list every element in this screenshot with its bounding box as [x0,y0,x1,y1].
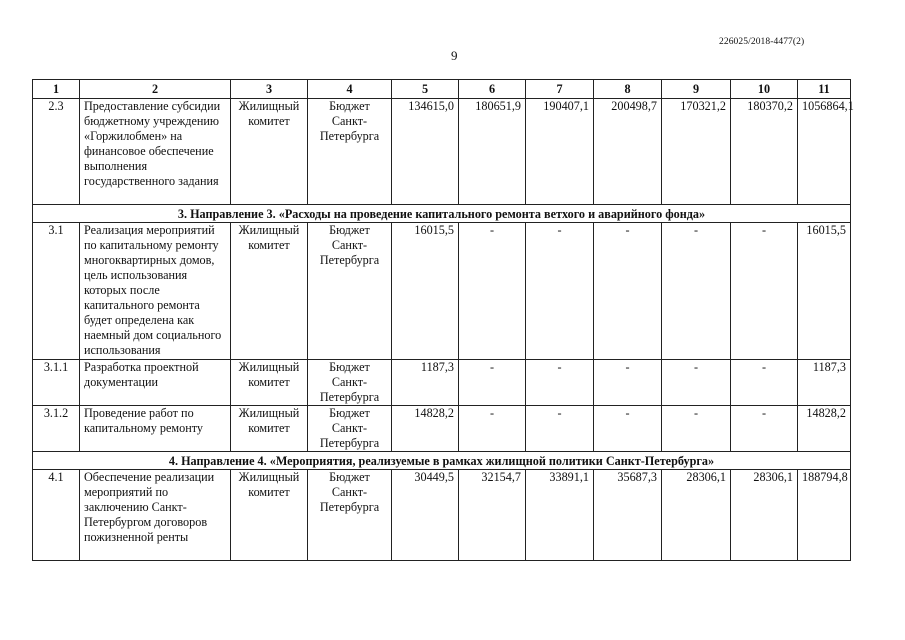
row-number: 3.1.2 [33,406,80,452]
value-cell: - [459,406,526,452]
row-number: 2.3 [33,99,80,205]
row-description: Обеспечение реализации мероприятий по заключению Санкт-Петербургом договоров пожизненной ренты [80,470,231,561]
value-cell: 33891,1 [526,470,594,561]
table-header-row [33,80,851,99]
value-cell: 1056864,1 [798,99,851,205]
column-header: 8 [594,80,662,99]
value-cell: - [731,223,798,360]
document-id: 226025/2018-4477(2) [719,37,805,47]
value-cell: 200498,7 [594,99,662,205]
column-header: 2 [80,80,231,99]
row-number: 3.1 [33,223,80,360]
column-header: 6 [459,80,526,99]
value-cell: 188794,8 [798,470,851,561]
column-header: 10 [731,80,798,99]
table-row [33,99,851,205]
row-source: Бюджет Санкт-Петербурга [308,470,392,561]
value-cell: - [526,223,594,360]
value-cell: - [594,406,662,452]
value-cell: - [731,406,798,452]
row-executor: Жилищный комитет [231,223,308,360]
row-description: Проведение работ по капитальному ремонту [80,406,231,452]
row-executor: Жилищный комитет [231,99,308,205]
row-source: Бюджет Санкт-Петербурга [308,406,392,452]
page-number: 9 [451,48,458,63]
row-description: Реализация мероприятий по капитальному ремонту многоквартирных домов, цель использования которых после капитального ремонта будет определена как наемный дом социального использования [80,223,231,360]
value-cell: 16015,5 [392,223,459,360]
value-cell: 14828,2 [392,406,459,452]
column-header: 9 [662,80,731,99]
value-cell: 190407,1 [526,99,594,205]
value-cell: 30449,5 [392,470,459,561]
row-source: Бюджет Санкт-Петербурга [308,99,392,205]
row-number: 3.1.1 [33,360,80,406]
row-executor: Жилищный комитет [231,406,308,452]
value-cell: 170321,2 [662,99,731,205]
row-executor: Жилищный комитет [231,360,308,406]
row-number: 4.1 [33,470,80,561]
value-cell: - [594,223,662,360]
table-row [33,406,851,452]
value-cell: 1187,3 [798,360,851,406]
value-cell: 28306,1 [662,470,731,561]
row-description: Предоставление субсидии бюджетному учреждению «Горжилобмен» на финансовое обеспечение выполнения государственного задания [80,99,231,205]
column-header: 1 [33,80,80,99]
column-header: 11 [798,80,851,99]
value-cell: - [662,223,731,360]
value-cell: 14828,2 [798,406,851,452]
row-source: Бюджет Санкт-Петербурга [308,223,392,360]
column-header: 7 [526,80,594,99]
budget-table [32,79,854,561]
value-cell: 35687,3 [594,470,662,561]
value-cell: - [459,223,526,360]
value-cell: 32154,7 [459,470,526,561]
value-cell: - [731,360,798,406]
value-cell: 1187,3 [392,360,459,406]
section-title: 3. Направление 3. «Расходы на проведение капитального ремонта ветхого и аварийного фонда» [33,205,851,223]
row-executor: Жилищный комитет [231,470,308,561]
column-header: 4 [308,80,392,99]
value-cell: - [526,360,594,406]
value-cell: - [662,360,731,406]
table-row [33,360,851,406]
value-cell: 16015,5 [798,223,851,360]
value-cell: 180370,2 [731,99,798,205]
column-header: 3 [231,80,308,99]
value-cell: 134615,0 [392,99,459,205]
section-title: 4. Направление 4. «Мероприятия, реализуемые в рамках жилищной политики Санкт-Петербурга» [33,452,851,470]
value-cell: - [662,406,731,452]
table-row [33,470,851,561]
row-description: Разработка проектной документации [80,360,231,406]
value-cell: 28306,1 [731,470,798,561]
column-header: 5 [392,80,459,99]
row-source: Бюджет Санкт-Петербурга [308,360,392,406]
value-cell: - [594,360,662,406]
value-cell: - [459,360,526,406]
table-row [33,223,851,360]
section-row [33,205,851,223]
value-cell: - [526,406,594,452]
section-row [33,452,851,470]
value-cell: 180651,9 [459,99,526,205]
